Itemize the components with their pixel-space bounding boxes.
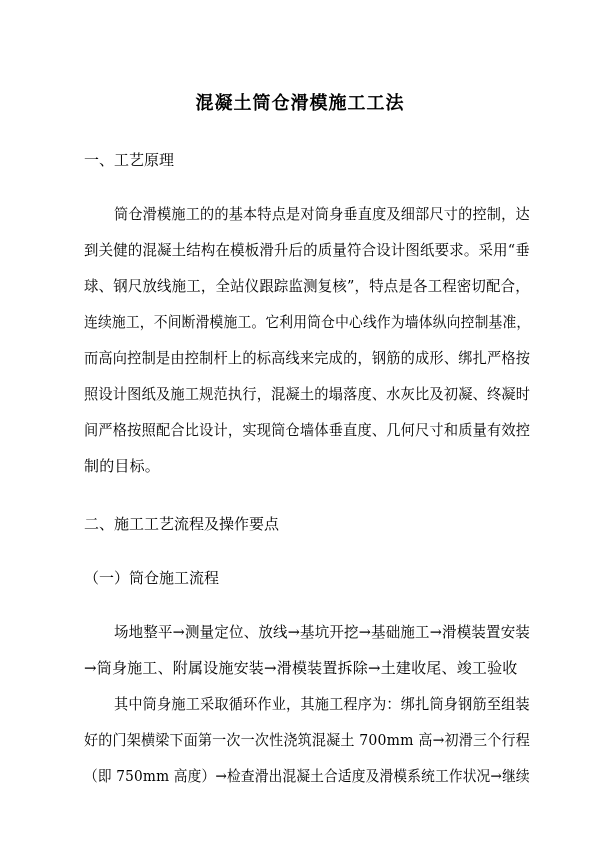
paragraph-line: 连续施工，不间断滑模施工。它利用筒仓中心线作为墙体纵向控制基准， <box>84 313 531 331</box>
flow-line: 场地整平→测量定位、放线→基坑开挖→基础施工→滑模装置安装 <box>114 623 531 641</box>
document-title: 混凝土筒仓滑模施工工法 <box>195 93 405 114</box>
paragraph-line: 到关健的混凝土结构在模板滑升后的质量符合设计图纸要求。采用“垂 <box>84 241 530 259</box>
section-heading-process: 二、施工工艺流程及操作要点 <box>84 515 280 533</box>
subsection-heading-flow: （一）筒仓施工流程 <box>84 569 220 587</box>
paragraph-line: 制的目标。 <box>84 457 161 475</box>
paragraph-line: 筒仓滑模施工的的基本特点是对筒身垂直度及细部尺寸的控制，达 <box>114 205 530 223</box>
paragraph-line: 而高向控制是由控制杆上的标高线来完成的，钢筋的成形、绑扎严格按 <box>84 349 531 367</box>
paragraph-line: （即 750mm 高度）→检查滑出混凝土合适度及滑模系统工作状况→继续 <box>84 767 530 785</box>
section-heading-principle: 一、工艺原理 <box>84 151 175 169</box>
paragraph-line: 好的门架横梁下面第一次一次性浇筑混凝土 700mm 高→初滑三个行程 <box>84 731 531 749</box>
paragraph-line: 其中筒身施工采取循环作业，其施工程序为：绑扎筒身钢筋至组装 <box>114 695 530 713</box>
paragraph-line: 照设计图纸及施工规范执行，混凝土的塌落度、水灰比及初凝、终凝时 <box>84 385 531 403</box>
paragraph-line: 间严格按照配合比设计，实现筒仓墙体垂直度、几何尺寸和质量有效控 <box>84 421 531 439</box>
paragraph-line: 球、钢尺放线施工，全站仪跟踪监测复核”，特点是各工程密切配合， <box>84 277 530 295</box>
flow-line: →筒身施工、附属设施安装→滑模装置拆除→土建收尾、竣工验收 <box>84 659 518 677</box>
